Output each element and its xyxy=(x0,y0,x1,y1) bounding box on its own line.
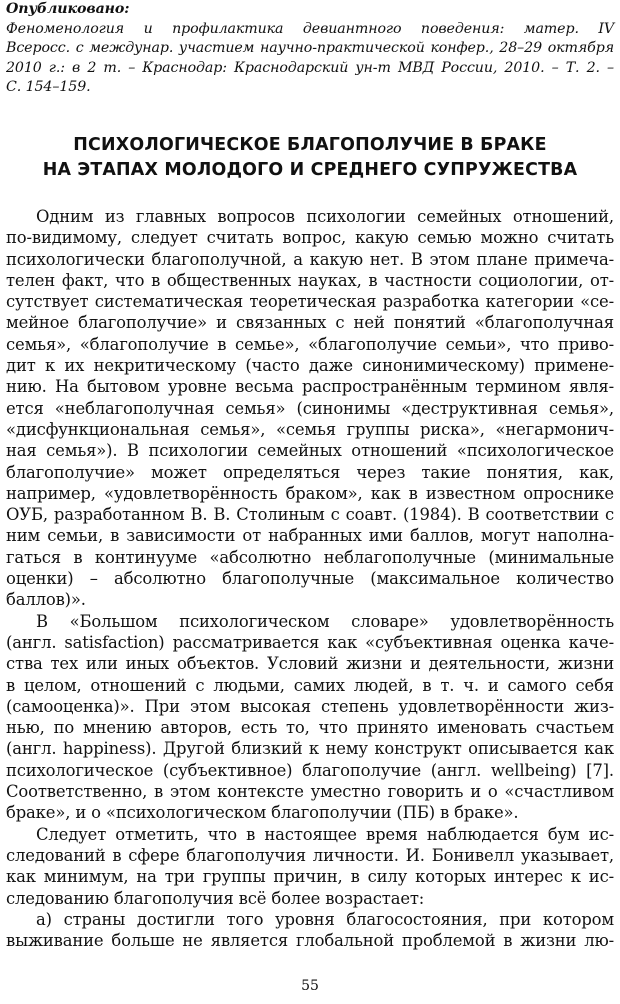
body-line: Одним из главных вопросов психологии семейных отношений, xyxy=(36,207,614,226)
body-line: В «Большом психологическом словаре» удовлетворённость xyxy=(36,611,614,631)
body-line: благополучие» может определяться через такие понятия, как, xyxy=(6,462,614,482)
body-line: психологическое (субъективное) благополучие (англ. wellbeing) [7]. xyxy=(6,760,614,780)
body-line: мейное благополучие» и связанных с ней понятий «благополучная xyxy=(6,313,614,333)
body-line: ная семья»). В психологии семейных отношений «психологическое xyxy=(6,441,614,461)
body-line: гаться в континууме «абсолютно неблагополучные (минимальные xyxy=(6,547,614,567)
body-line: Следует отметить, что в настоящее время наблюдается бум ис- xyxy=(36,824,614,844)
body-line: (самооценка)». При этом высокая степень удовлетворённости жиз- xyxy=(6,696,614,716)
body-line: баллов)». xyxy=(6,590,86,610)
article-title xyxy=(0,133,620,183)
body-line: сутствует систематическая теоретическая разработка категории «се- xyxy=(6,292,614,312)
article-body xyxy=(6,206,614,951)
body-line: ства тех или иных объектов. Условий жизни и деятельности, жизни xyxy=(6,654,614,674)
body-line: как минимум, на три группы причин, в силу которых интерес к ис- xyxy=(6,867,614,887)
publication-line: Всеросс. с междунар. участием научно-практической конфер., 28–29 октября xyxy=(6,40,614,57)
body-line: нью, по мнению авторов, есть то, что принято именовать счастьем xyxy=(6,718,614,738)
body-line: Соответственно, в этом контексте уместно говорить и о «счастливом xyxy=(6,782,614,802)
body-line: по-видимому, следует считать вопрос, какую семью можно считать xyxy=(6,228,614,248)
publication-note xyxy=(6,0,614,98)
body-line: оценки) – абсолютно благополучные (максимальное количество xyxy=(6,569,614,589)
publication-line: Феноменология и профилактика девиантного поведения: матер. IV xyxy=(6,20,614,37)
title-line-2: НА ЭТАПАХ МОЛОДОГО И СРЕДНЕГО СУПРУЖЕСТВА xyxy=(42,160,578,180)
body-line: следованию благополучия всё более возрастает: xyxy=(6,888,425,908)
publication-label: Опубликовано: xyxy=(6,1,130,17)
body-line: а) страны достигли того уровня благосостояния, при котором xyxy=(36,909,614,929)
body-line: например, «удовлетворённость браком», как в известном опроснике xyxy=(6,483,614,503)
page-number: 55 xyxy=(301,978,319,994)
publication-line: С. 154–159. xyxy=(6,79,91,96)
body-line: «дисфункциональная семья», «семья группы риска», «негармонич- xyxy=(6,419,614,439)
publication-line: 2010 г.: в 2 т. – Краснодар: Краснодарский ун-т МВД России, 2010. – Т. 2. – xyxy=(6,59,614,76)
body-line: выживание больше не является глобальной проблемой в жизни лю- xyxy=(6,931,614,951)
body-line: телен факт, что в общественных науках, в частности социологии, от- xyxy=(6,270,614,290)
body-line: (англ. satisfaction) рассматривается как «субъективная оценка каче- xyxy=(6,632,614,652)
body-line: психологически благополучной, а какую нет. В этом плане примеча- xyxy=(6,249,614,269)
body-line: дит к их некритическому (часто даже синонимическому) примене- xyxy=(6,356,614,376)
body-line: браке», и о «психологическом благополучии (ПБ) в браке». xyxy=(6,803,519,823)
body-line: ОУБ, разработанном В. В. Столиным с соавт. (1984). В соответствии с xyxy=(6,505,614,525)
body-line: следований в сфере благополучия личности. И. Бонивелл указывает, xyxy=(6,845,614,865)
body-line: нию. На бытовом уровне весьма распространённым термином явля- xyxy=(6,377,614,397)
body-line: в целом, отношений с людьми, самих людей, в т. ч. и самого себя xyxy=(6,675,614,695)
body-line: ется «неблагополучная семья» (синонимы «деструктивная семья», xyxy=(6,398,614,418)
body-line: семья», «благополучие в семье», «благополучие семьи», что приво- xyxy=(6,334,614,354)
body-line: (англ. happiness). Другой близкий к нему конструкт описывается как xyxy=(6,739,614,759)
body-line: ним семьи, в зависимости от набранных ими баллов, могут наполна- xyxy=(6,526,614,546)
title-line-1: ПСИХОЛОГИЧЕСКОЕ БЛАГОПОЛУЧИЕ В БРАКЕ xyxy=(73,135,547,155)
